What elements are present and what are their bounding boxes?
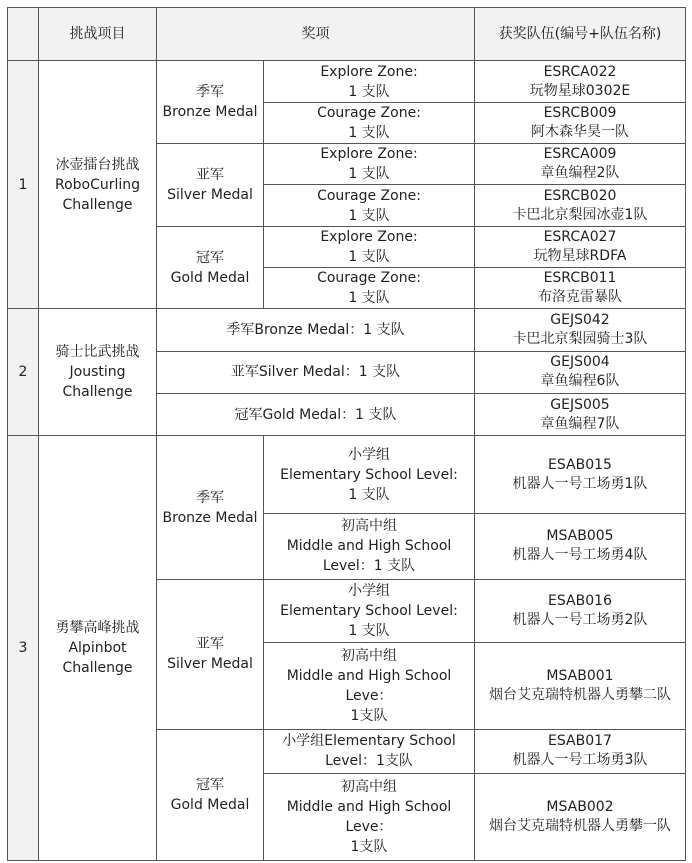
header-row: [8, 8, 686, 61]
header-award: 奖项: [157, 8, 475, 61]
winning-team: GEJS005 章鱼编程7队: [475, 394, 686, 436]
winning-team: ESRCA027 玩物星球RDFA: [475, 226, 686, 267]
award-zone: 亚军Silver Medal：1 支队: [157, 351, 475, 393]
medal-name: 季军 Bronze Medal: [157, 61, 264, 144]
award-zone: 初高中组 Middle and High School Level：1 支队: [264, 514, 475, 580]
winning-team: ESAB016 机器人一号工场勇2队: [475, 579, 686, 643]
winning-team: ESRCB020 卡巴北京梨园冰壶1队: [475, 185, 686, 226]
winning-team: ESRCA009 章鱼编程2队: [475, 144, 686, 185]
winning-team: MSAB001 烟台艾克瑞特机器人勇攀二队: [475, 643, 686, 730]
winning-team: ESAB017 机器人一号工场勇3队: [475, 729, 686, 773]
winning-team: ESRCB009 阿木森华昊一队: [475, 102, 686, 143]
winning-team: MSAB002 烟台艾克瑞特机器人勇攀一队: [475, 774, 686, 861]
award-zone: Courage Zone: 1 支队: [264, 268, 475, 309]
medal-name: 冠军 Gold Medal: [157, 729, 264, 860]
award-zone: Courage Zone: 1 支队: [264, 185, 475, 226]
challenge-name: 勇攀高峰挑战 Alpinbot Challenge: [39, 436, 157, 861]
table-row: [8, 61, 686, 102]
challenge-name: 冰壶擂台挑战 RoboCurling Challenge: [39, 61, 157, 309]
winning-team: GEJS004 章鱼编程6队: [475, 351, 686, 393]
header-challenge: 挑战项目: [39, 8, 157, 61]
award-zone: 小学组 Elementary School Level: 1 支队: [264, 436, 475, 514]
award-zone: Explore Zone: 1 支队: [264, 61, 475, 102]
award-zone: 小学组 Elementary School Level: 1 支队: [264, 579, 475, 643]
winning-team: ESRCA022 玩物星球0302E: [475, 61, 686, 102]
medal-name: 亚军 Silver Medal: [157, 579, 264, 729]
table-row: [8, 436, 686, 514]
award-zone: 初高中组 Middle and High School Leve： 1支队: [264, 774, 475, 861]
award-zone: 冠军Gold Medal：1 支队: [157, 394, 475, 436]
winning-team: GEJS042 卡巴北京梨园骑士3队: [475, 309, 686, 351]
challenge-name: 骑士比武挑战 Jousting Challenge: [39, 309, 157, 436]
winning-team: ESRCB011 布洛克雷暴队: [475, 268, 686, 309]
challenge-number: 3: [8, 436, 39, 861]
award-zone: Explore Zone: 1 支队: [264, 226, 475, 267]
award-zone: Explore Zone: 1 支队: [264, 144, 475, 185]
winning-team: ESAB015 机器人一号工场勇1队: [475, 436, 686, 514]
challenge-number: 1: [8, 61, 39, 309]
challenge-number: 2: [8, 309, 39, 436]
medal-name: 冠军 Gold Medal: [157, 226, 264, 309]
medal-name: 亚军 Silver Medal: [157, 144, 264, 227]
award-zone: 小学组Elementary School Level：1支队: [264, 729, 475, 773]
medal-name: 季军 Bronze Medal: [157, 436, 264, 579]
header-team: 获奖队伍(编号+队伍名称): [475, 8, 686, 61]
award-zone: 初高中组 Middle and High School Leve： 1支队: [264, 643, 475, 730]
awards-table: [7, 7, 686, 861]
header-number: [8, 8, 39, 61]
award-zone: Courage Zone: 1 支队: [264, 102, 475, 143]
table-row: [8, 309, 686, 351]
award-zone: 季军Bronze Medal：1 支队: [157, 309, 475, 351]
winning-team: MSAB005 机器人一号工场勇4队: [475, 514, 686, 580]
